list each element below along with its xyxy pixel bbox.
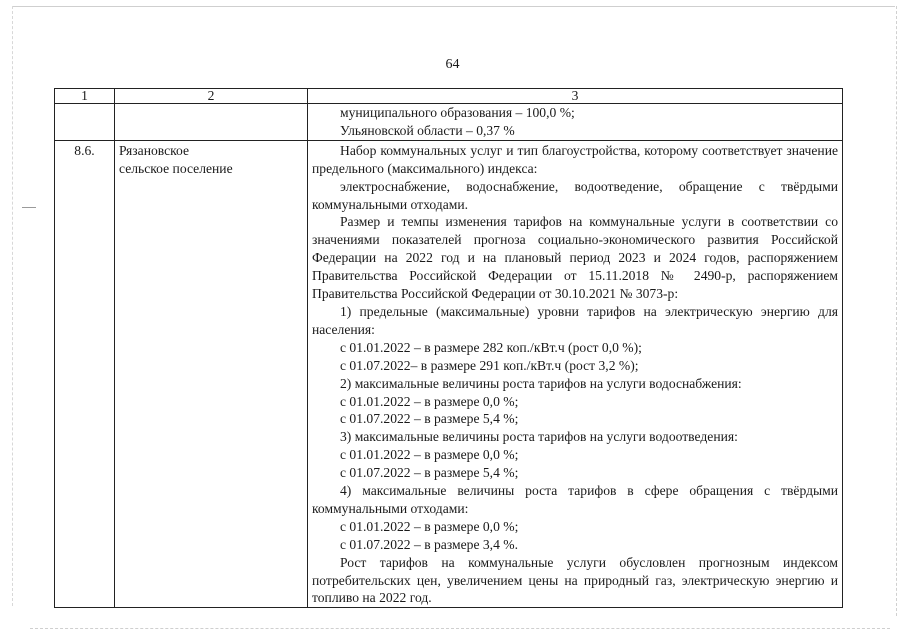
paragraph: с 01.01.2022 – в размере 0,0 %; xyxy=(340,393,519,409)
scan-border-right xyxy=(896,6,897,616)
header-col-3: 3 xyxy=(308,89,843,104)
paragraph: с 01.01.2022 – в размере 282 коп./кВт.ч (рост 0,0 %); xyxy=(340,339,642,355)
tariff-description-cell xyxy=(308,140,843,608)
continuation-row xyxy=(55,104,843,141)
table-header-row xyxy=(55,89,843,104)
tariff-table xyxy=(54,88,843,608)
paragraph: с 01.07.2022 – в размере 3,4 %. xyxy=(340,536,518,552)
continuation-num-cell xyxy=(55,104,115,141)
continuation-text-cell xyxy=(308,104,843,141)
continuation-line: муниципального образования – 100,0 %; xyxy=(340,105,575,120)
paragraph: Рост тарифов на коммунальные услуги обусловлен прогнозным индексом потребительских цен, увеличением цены на природный газ, электрическую энергию и топливо на 2022 год. xyxy=(312,554,838,606)
paragraph: 2) максимальные величины роста тарифов на услуги водоснабжения: xyxy=(340,375,742,391)
header-col-1: 1 xyxy=(55,89,115,104)
continuation-name-cell xyxy=(115,104,308,141)
paragraph: с 01.07.2022 – в размере 5,4 %; xyxy=(340,411,519,427)
page-number: 64 xyxy=(445,57,460,72)
paragraph: 4) максимальные величины роста тарифов в сфере обращения с твёрдыми коммунальными отходами: xyxy=(312,483,838,516)
margin-mark xyxy=(22,207,36,208)
scan-border-bottom xyxy=(30,628,890,629)
paragraph: с 01.07.2022 – в размере 5,4 %; xyxy=(340,465,519,481)
paragraph: с 01.01.2022 – в размере 0,0 %; xyxy=(340,447,519,463)
settlement-name-cell xyxy=(115,140,308,608)
settlement-name-line: сельское поселение xyxy=(119,160,233,176)
paragraph: электроснабжение, водоснабжение, водоотведение, обращение с твёрдыми коммунальными отходами. xyxy=(312,178,838,212)
row-number: 8.6. xyxy=(55,140,115,608)
paragraph: Набор коммунальных услуг и тип благоустройства, которому соответствует значение предельного (максимального) индекса: xyxy=(312,142,838,176)
paragraph: с 01.07.2022– в размере 291 коп./кВт.ч (рост 3,2 %); xyxy=(340,357,639,373)
paragraph: 1) предельные (максимальные) уровни тарифов на электрическую энергию для населения: xyxy=(312,303,838,337)
settlement-name-line: Рязановское xyxy=(119,142,190,158)
paragraph: Размер и темпы изменения тарифов на коммунальные услуги в соответствии со значениями показателей прогноза социально-экономического развития Российской Федерации на 2022 год и на плановый период 2023 и 2024 годов, распоряжением Правительства Российской Федерации от 15.11.2018 № 2490-р, распоряжением Правительства Российской Федерации от 30.10.2021 № 3073-р: xyxy=(312,214,838,302)
header-col-2: 2 xyxy=(115,89,308,104)
continuation-line: Ульяновской области – 0,37 % xyxy=(340,122,515,138)
paragraph: с 01.01.2022 – в размере 0,0 %; xyxy=(340,518,519,534)
table-row xyxy=(55,140,843,608)
paragraph: 3) максимальные величины роста тарифов на услуги водоотведения: xyxy=(340,429,738,445)
scan-border-left xyxy=(12,6,13,606)
scan-border-top xyxy=(12,6,895,7)
